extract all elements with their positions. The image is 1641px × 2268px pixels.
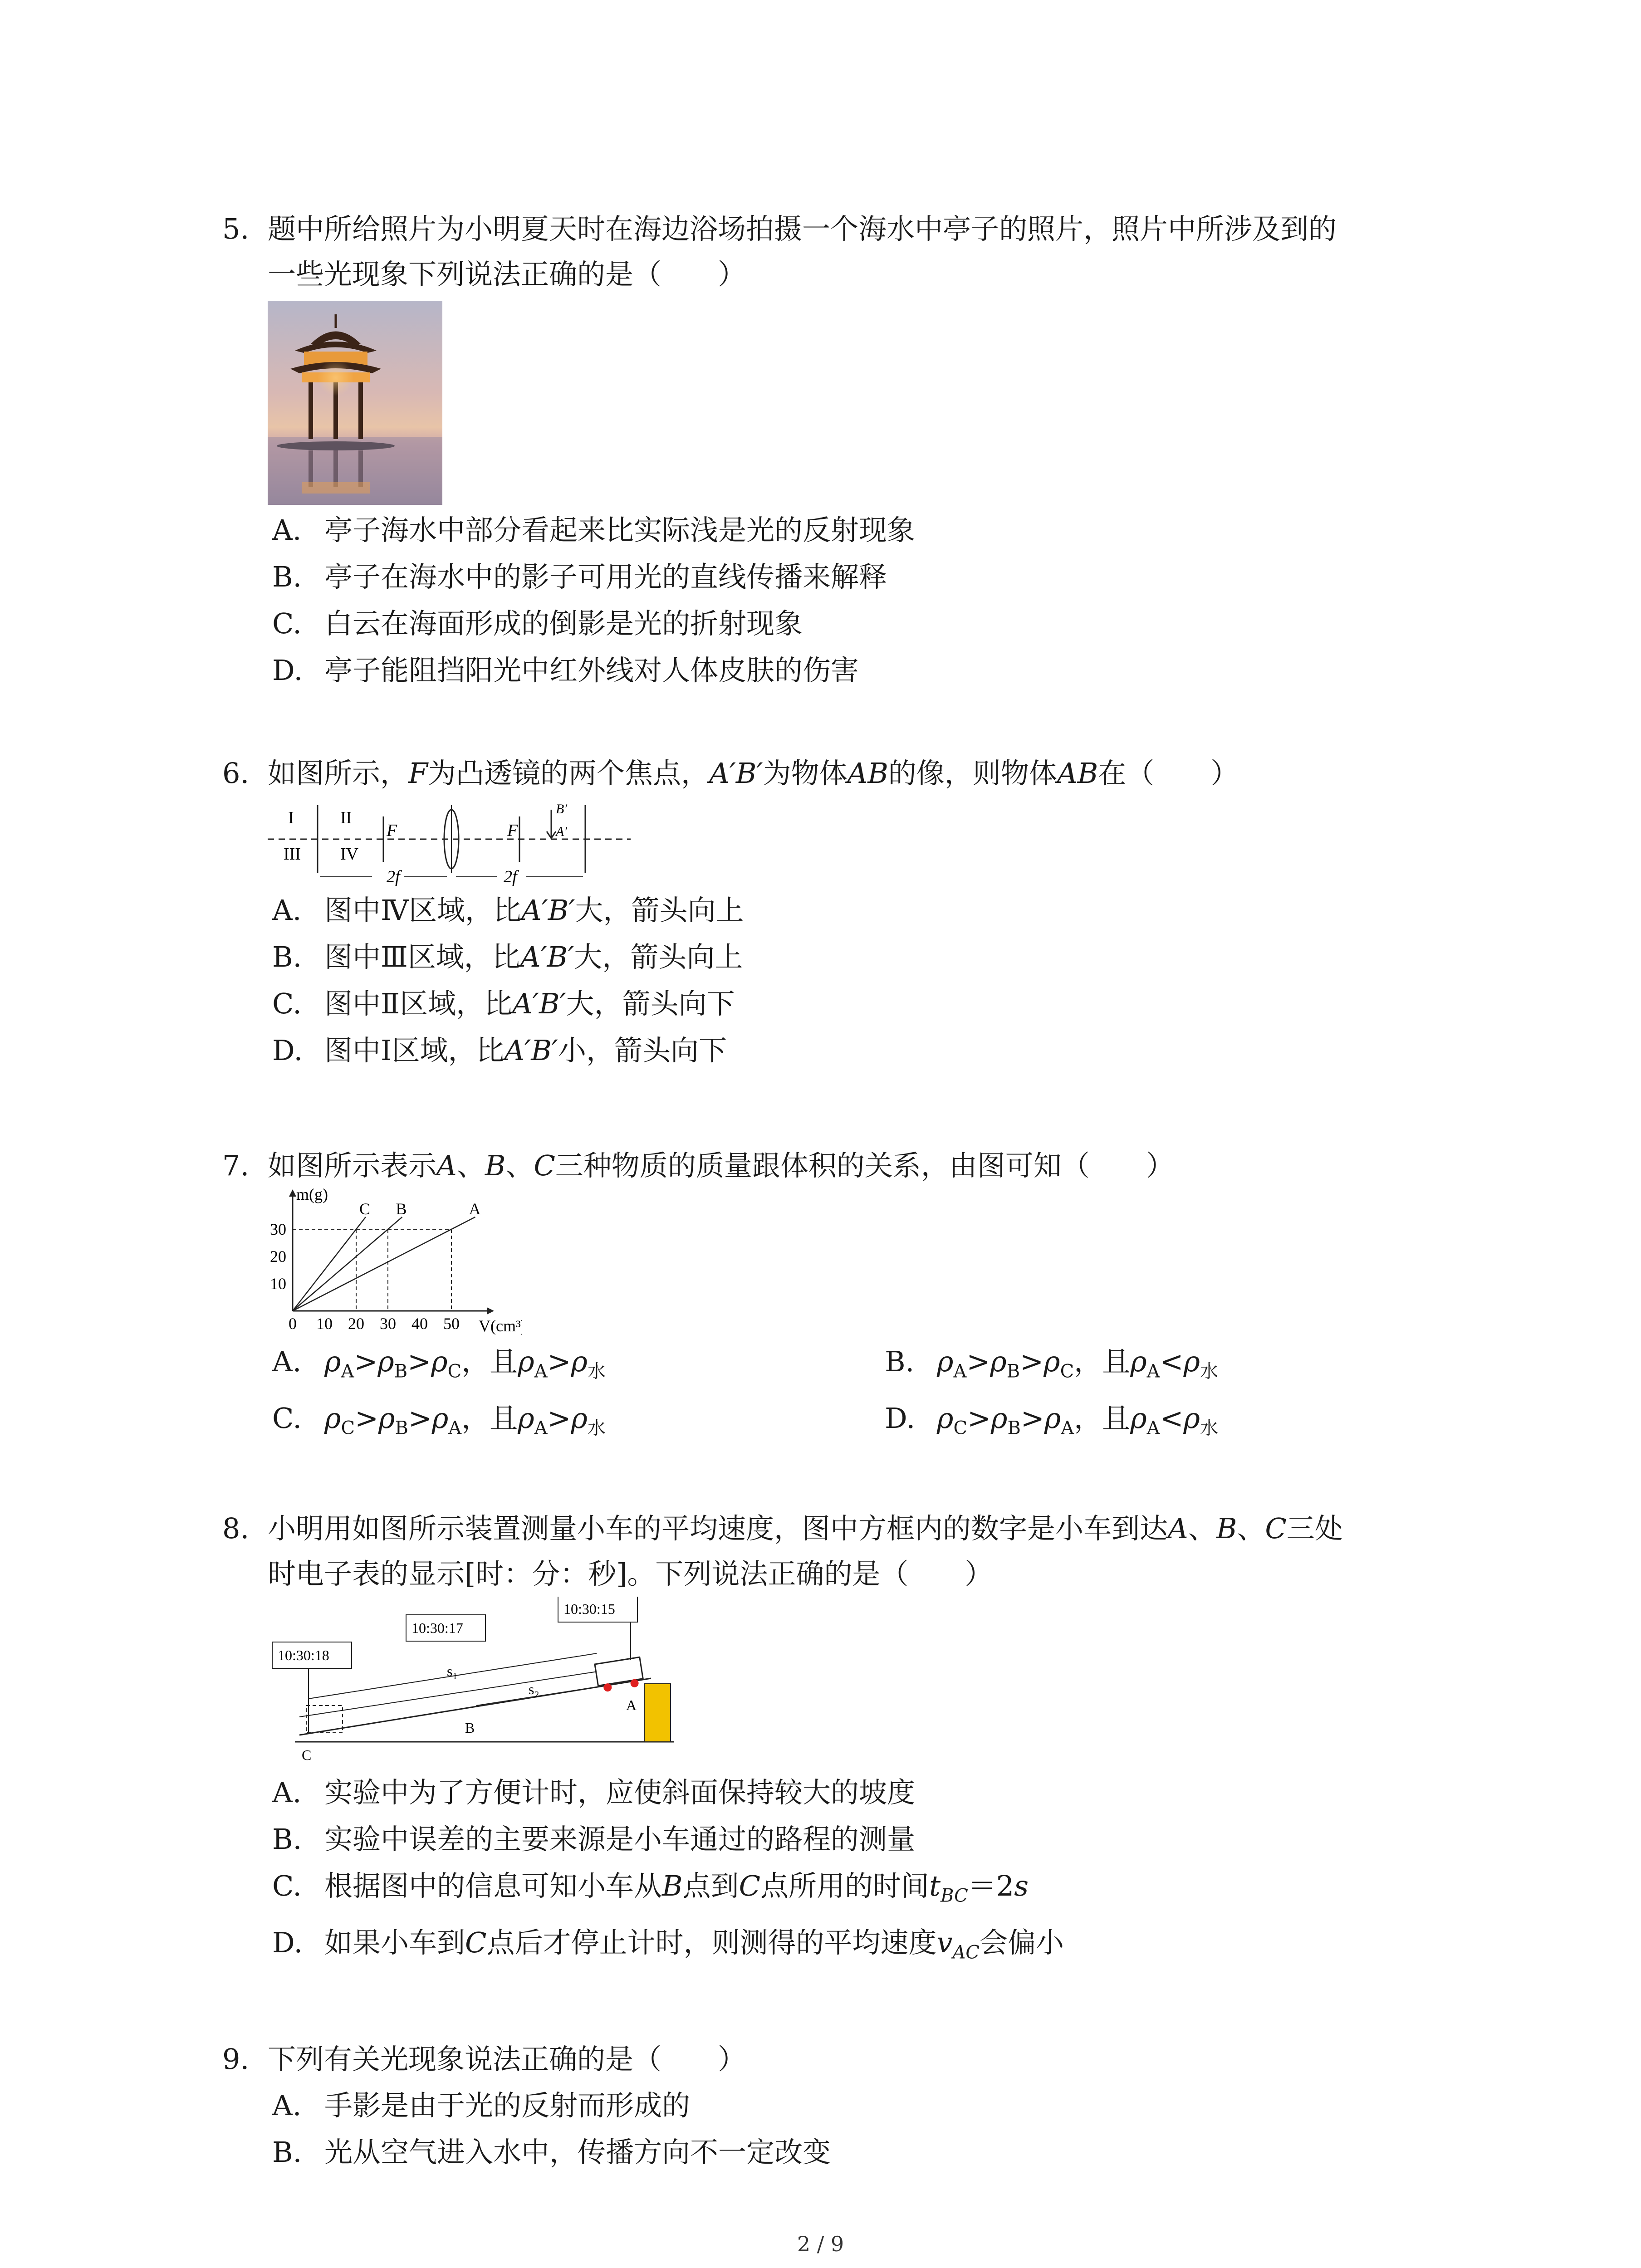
pavilion-photo [268,301,442,505]
x-axis-arrow [487,1307,494,1315]
region-label-1: I [288,808,294,827]
y-tick-label: 30 [270,1220,286,1238]
label-b: B [465,1720,475,1736]
option-b[interactable]: B. 图中Ⅲ区域，比A′B′大，箭头向上 [272,940,743,973]
x-tick-label: 30 [380,1315,396,1333]
page-number: 2 / 9 [797,2232,844,2256]
option-d[interactable]: D. 亭子能阻挡阳光中红外线对人体皮肤的伤害 [272,654,859,687]
y-tick-label: 20 [270,1247,286,1266]
series-line-C [293,1217,366,1311]
region-label-3: III [284,845,301,864]
incline-diagram [268,1597,676,1769]
x-tick-label: 40 [411,1315,428,1333]
series-line-B [293,1217,402,1311]
option-b[interactable]: B. 光从空气进入水中，传播方向不一定改变 [272,2136,831,2169]
option-c[interactable]: C. $\rho_C>\rho_B>\rho_A$，且$\rho_A>\rho_水$ [272,1402,606,1439]
question-number: 7. [222,1149,250,1182]
option-a[interactable]: A. $\rho_A>\rho_B>\rho_C$，且$\rho_A>\rho_水$ [272,1345,606,1382]
question-7-stem: 7. 如图所示表示A、B、C三种物质的质量跟体积的关系，由图可知（ ） [222,1143,1447,1188]
lens-diagram [268,796,631,887]
x-tick-label: 10 [316,1315,333,1333]
question-8-stem: 8. 小明用如图所示装置测量小车的平均速度，图中方框内的数字是小车到达A、B、C三处 时电子表的显示[时：分：秒]。下列说法正确的是（ ） [222,1506,1447,1597]
image-bottom-label: A′ [556,824,567,839]
svg-text:10:30:17: 10:30:17 [411,1620,463,1636]
question-number: 8. [222,1512,250,1545]
option-a[interactable]: A. 手影是由于光的反射而形成的 [272,2089,691,2122]
option-a[interactable]: A. 图中Ⅳ区域，比A′B′大，箭头向上 [272,894,744,927]
question-5 [222,206,1447,694]
svg-text:10:30:15: 10:30:15 [563,1601,615,1617]
option-d[interactable]: D. 如果小车到C点后才停止计时，则测得的平均速度$v_{AC}$会偏小 [272,1926,1064,1963]
question-number: 6. [222,757,250,790]
y-axis-label: m(g) [296,1188,328,1203]
question-number: 9. [222,2043,250,2076]
distance-label-left: 2f [387,867,400,886]
question-6-stem: 6. 如图所示，F为凸透镜的两个焦点，A′B′为物体AB的像，则物体AB在（ ） [222,751,1447,796]
option-d[interactable]: D. 图中Ⅰ区域，比A′B′小，箭头向下 [272,1034,727,1067]
label-a: A [626,1697,637,1713]
focus-label-left: F [387,821,397,840]
y-axis-arrow [289,1189,296,1197]
y-tick-label: 10 [270,1275,286,1293]
x-axis-label: V(cm³) [479,1317,522,1335]
option-b[interactable]: B. 亭子在海水中的影子可用光的直线传播来解释 [272,560,887,593]
option-b[interactable]: B. $\rho_A>\rho_B>\rho_C$，且$\rho_A<\rho_水$ [885,1345,1218,1382]
mass-volume-chart [268,1188,522,1338]
option-a[interactable]: A. 亭子海水中部分看起来比实际浅是光的反射现象 [272,513,916,547]
question-9-stem: 9. 下列有关光现象说法正确的是（ ） [222,2037,1447,2082]
x-tick-label: 20 [348,1315,364,1333]
label-s1: s₁ [447,1663,458,1679]
option-c[interactable]: C. 根据图中的信息可知小车从B点到C点所用的时间$t_{BC}=2s$ [272,1869,1029,1906]
option-a[interactable]: A. 实验中为了方便计时，应使斜面保持较大的坡度 [272,1776,916,1809]
option-d[interactable]: D. $\rho_C>\rho_B>\rho_A$，且$\rho_A<\rho_水$ [885,1402,1218,1439]
x-tick-label: 0 [289,1315,297,1333]
question-9 [222,2037,1447,2175]
cart [595,1657,644,1693]
label-c: C [302,1747,312,1763]
question-6 [222,751,1447,1074]
support-block [644,1684,671,1742]
region-label-4: IV [340,845,359,864]
option-b[interactable]: B. 实验中误差的主要来源是小车通过的路程的测量 [272,1823,916,1856]
series-label-A: A [469,1200,481,1218]
focus-label-right: F [507,821,518,840]
series-line-A [293,1217,475,1311]
image-top-label: B′ [556,802,567,816]
series-label-C: C [359,1200,371,1218]
question-7 [222,1143,1447,1452]
distance-label-right: 2f [504,867,517,886]
region-label-2: II [340,808,352,827]
series-label-B: B [396,1200,407,1218]
option-c[interactable]: C. 白云在海面形成的倒影是光的折射现象 [272,607,803,640]
question-5-stem: 5. 题中所给照片为小明夏天时在海边浴场拍摄一个海水中亭子的照片，照片中所涉及到的 一些光现象下列说法正确的是（ ） [222,206,1447,297]
option-c[interactable]: C. 图中Ⅱ区域，比A′B′大，箭头向下 [272,987,735,1020]
question-number: 5. [222,212,250,245]
question-8 [222,1506,1447,1976]
x-tick-label: 50 [443,1315,460,1333]
label-s2: s₂ [529,1681,539,1697]
svg-text:10:30:18: 10:30:18 [278,1647,329,1663]
